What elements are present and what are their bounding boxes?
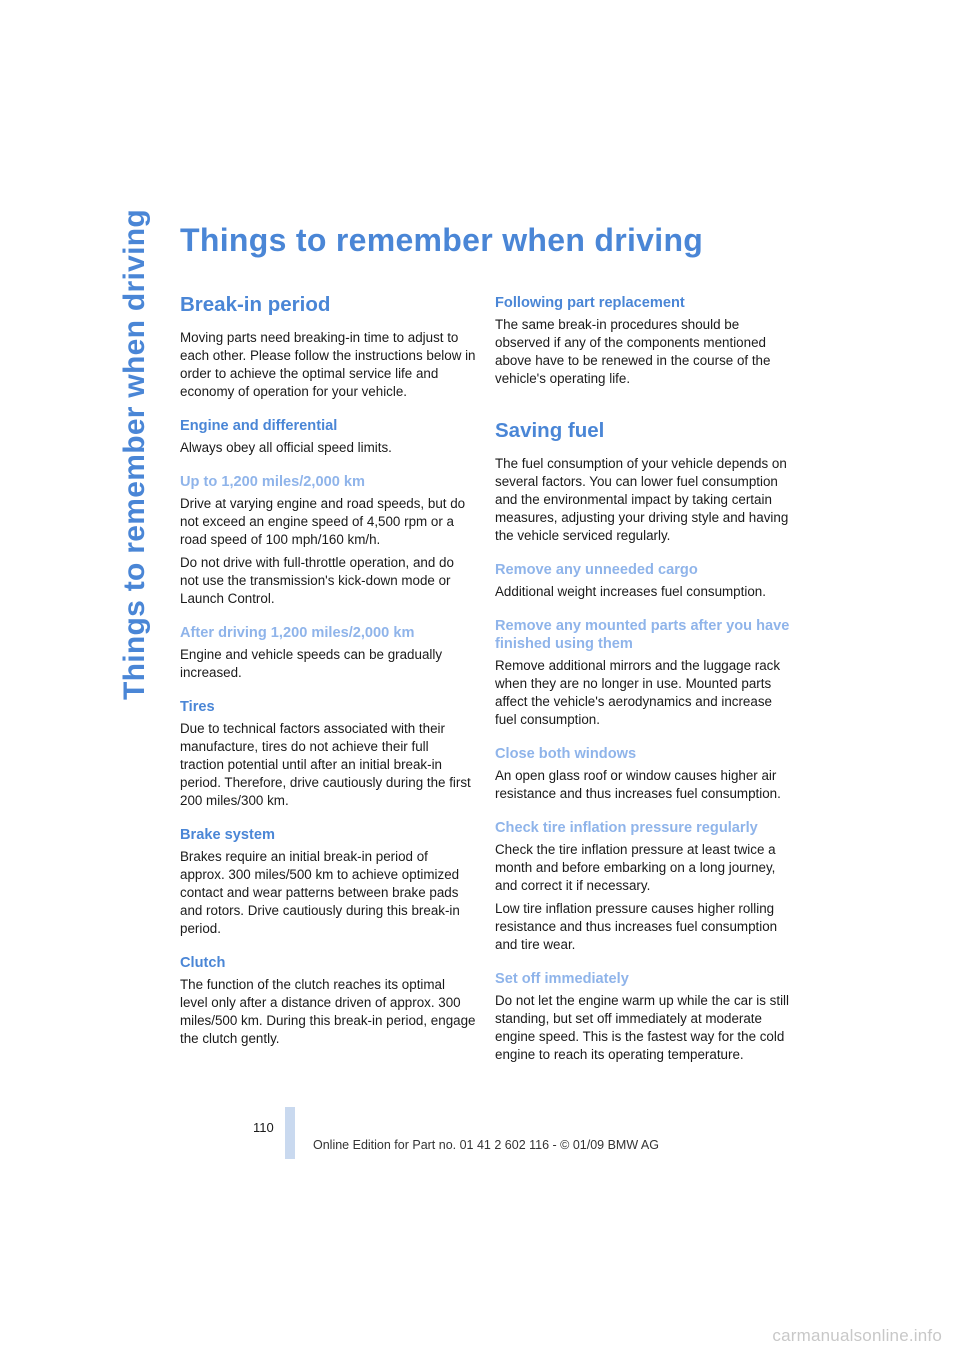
saving-fuel-text: The fuel consumption of your vehicle depends on several factors. You can lower fuel consumption and the environmental impact by taking certain measures, adjusting your driving style and having the vehicle serviced regularly. (495, 456, 789, 543)
set-off-text: Do not let the engine warm up while the car is still standing, but set off immediately at moderate engine speed. This is the fastest way for the cold engine to reach its operating temperature. (495, 993, 789, 1062)
footer-accent-bar (285, 1107, 295, 1159)
windows-heading: Close both windows (495, 746, 637, 762)
following-heading: Following part replacement (495, 295, 685, 311)
tires-text: Due to technical factors associated with their manufacture, tires do not achieve their full traction potential until after an initial break-in period. Therefore, drive cautiously during the first 200 miles/300 km. (180, 721, 471, 808)
after-heading: After driving 1,200 miles/2,000 km (180, 625, 415, 641)
brake-heading: Brake system (180, 827, 275, 843)
engine-heading: Engine and differential (180, 418, 338, 434)
upto-text-2: Do not drive with full-throttle operation, and do not use the transmission's kick-down mode or Launch Control. (180, 555, 454, 606)
mounted-parts-text: Remove additional mirrors and the luggage rack when they are no longer in use. Mounted parts affect the vehicle's aerodynamics and increase fuel consumption. (495, 658, 781, 727)
mounted-parts-heading: Remove any mounted parts after you have finished using them (495, 618, 790, 652)
side-chapter-title (112, 208, 152, 700)
breakin-text: Moving parts need breaking-in time to adjust to each other. Please follow the instructions below in order to achieve the optimal service life and economy of operation for your vehicle. (180, 330, 476, 399)
saving-fuel-heading: Saving fuel (495, 419, 605, 442)
tire-pressure-text-1: Check the tire inflation pressure at least twice a month and before embarking on a long journey, and correct it if necessary. (495, 842, 776, 893)
cargo-text: Additional weight increases fuel consumption. (495, 584, 766, 599)
tire-pressure-text-2: Low tire inflation pressure causes higher rolling resistance and thus increases fuel consumption and tire wear. (495, 901, 778, 952)
page-title: Things to remember when driving (180, 222, 704, 258)
right-column (495, 292, 791, 1069)
watermark: carmanualsonline.info (772, 1326, 942, 1345)
tire-pressure-heading: Check tire inflation pressure regularly (495, 820, 758, 836)
edition-footer: Online Edition for Part no. 01 41 2 602 116 - © 01/09 BMW AG (313, 1138, 659, 1152)
brake-text: Brakes require an initial break-in period of approx. 300 miles/500 km to achieve optimized contact and wear patterns between brake pads and rotors. Drive cautiously during this break-in period. (180, 849, 460, 936)
clutch-heading: Clutch (180, 955, 226, 971)
upto-text-1: Drive at varying engine and road speeds, but do not exceed an engine speed of 4,500 rpm or a road speed of 100 mph/160 km/h. (180, 496, 466, 547)
page-number: 110 (253, 1120, 274, 1135)
breakin-heading: Break-in period (180, 293, 331, 316)
tires-heading: Tires (180, 699, 215, 715)
cargo-heading: Remove any unneeded cargo (495, 562, 698, 578)
set-off-heading: Set off immediately (495, 971, 629, 987)
upto-heading: Up to 1,200 miles/2,000 km (180, 474, 365, 490)
clutch-text: The function of the clutch reaches its optimal level only after a distance driven of approx. 300 miles/500 km. During this break-in period, engage the clutch gently. (180, 977, 476, 1046)
windows-text: An open glass roof or window causes higher air resistance and thus increases fuel consumption. (495, 768, 781, 801)
side-chapter-title-text: Things to remember when driving (118, 208, 151, 700)
after-text: Engine and vehicle speeds can be gradually increased. (180, 647, 443, 680)
left-column (180, 292, 476, 1053)
following-text: The same break-in procedures should be observed if any of the components mentioned above have to be renewed in the course of the vehicle's operating life. (495, 317, 771, 386)
engine-text: Always obey all official speed limits. (180, 440, 392, 455)
